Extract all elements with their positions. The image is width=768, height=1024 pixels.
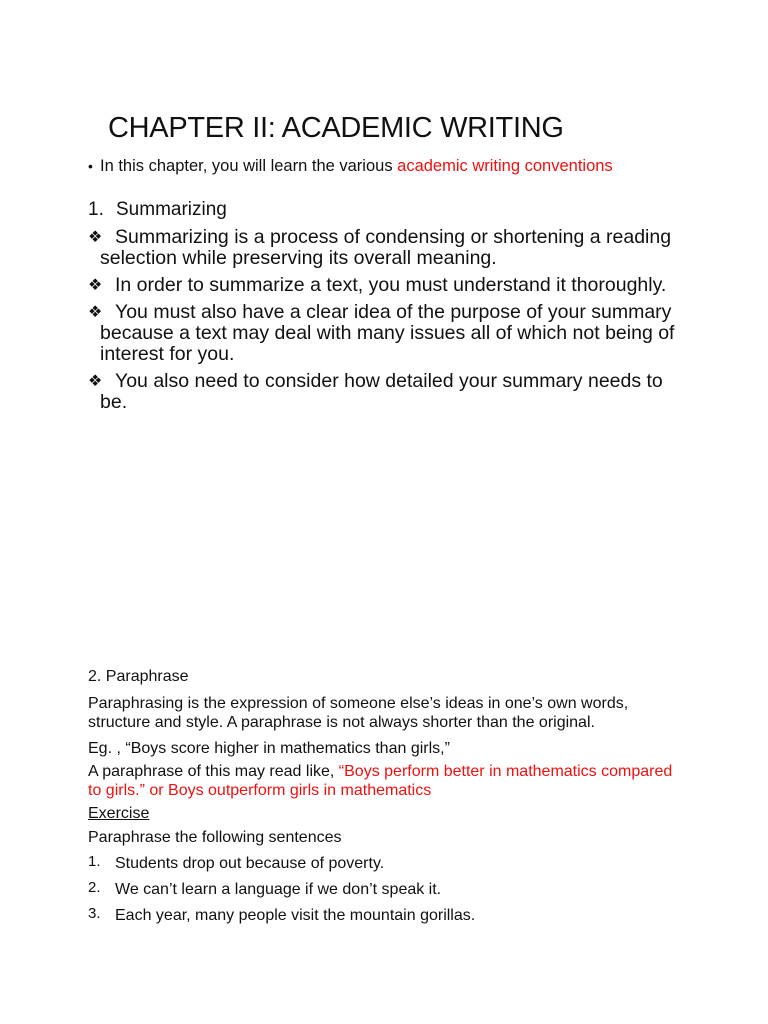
paraphrase-definition: Paraphrasing is the expression of someone else’s ideas in one’s own words, structure and style. A paraphrase is not always shorter than the original. xyxy=(88,695,629,731)
diamond-bullet-icon: ❖ xyxy=(88,304,103,321)
diamond-bullet-icon: ❖ xyxy=(88,373,103,390)
exercise-number: 3. xyxy=(88,905,101,922)
summary-point xyxy=(88,302,688,365)
summary-point-text: You also need to consider how detailed your summary needs to be. xyxy=(100,370,663,413)
exercise-number: 2. xyxy=(88,879,101,896)
paraphrase-heading: 2. Paraphrase xyxy=(88,668,189,685)
section-heading-summarizing xyxy=(88,199,227,221)
paraphrase-example: “Boys perform better in mathematics compared to girls.” or Boys outperform girls in mathematics xyxy=(88,763,673,799)
summary-point-text: In order to summarize a text, you must understand it thoroughly. xyxy=(115,274,667,296)
paraphrase-prefix: A paraphrase of this may read like, xyxy=(88,763,339,780)
exercise-item xyxy=(88,903,688,929)
exercise-instruction: Paraphrase the following sentences xyxy=(88,829,342,846)
intro-lead: In this chapter, you will learn the various xyxy=(100,157,398,175)
diamond-bullet-icon: ❖ xyxy=(88,229,103,246)
section-heading-text: Summarizing xyxy=(116,199,227,220)
exercise-item xyxy=(88,877,688,903)
summary-point-text: Summarizing is a process of condensing or shortening a reading selection while preserving its overall meaning. xyxy=(100,226,672,269)
intro-highlight: academic writing conventions xyxy=(397,157,613,175)
diamond-bullet-icon: ❖ xyxy=(88,277,103,294)
chapter-title: CHAPTER II: ACADEMIC WRITING xyxy=(108,112,564,144)
paraphrase-example-line xyxy=(88,762,688,800)
intro-text xyxy=(88,157,688,175)
section-number: 1. xyxy=(88,199,104,220)
example-prefix: Eg. , xyxy=(88,740,126,757)
exercise-text: Students drop out because of poverty. xyxy=(115,855,385,872)
summary-point xyxy=(88,275,688,296)
bullet-icon: • xyxy=(88,158,93,174)
example-quote: “Boys score higher in mathematics than girls,” xyxy=(125,740,450,757)
summary-point xyxy=(88,227,688,269)
summary-point-text: You must also have a clear idea of the purpose of your summary because a text may deal with many issues all of which not being of interest for you. xyxy=(100,301,675,365)
paraphrase-section xyxy=(88,667,688,929)
summary-point xyxy=(88,371,688,413)
exercise-label: Exercise xyxy=(88,805,150,822)
exercise-list xyxy=(88,851,688,929)
exercise-item xyxy=(88,851,688,877)
summarizing-points xyxy=(88,227,688,419)
exercise-text: Each year, many people visit the mountain gorillas. xyxy=(115,907,476,924)
intro-bullet xyxy=(88,157,688,175)
exercise-text: We can’t learn a language if we don’t speak it. xyxy=(115,881,442,898)
exercise-number: 1. xyxy=(88,853,101,870)
example-line xyxy=(88,739,688,758)
